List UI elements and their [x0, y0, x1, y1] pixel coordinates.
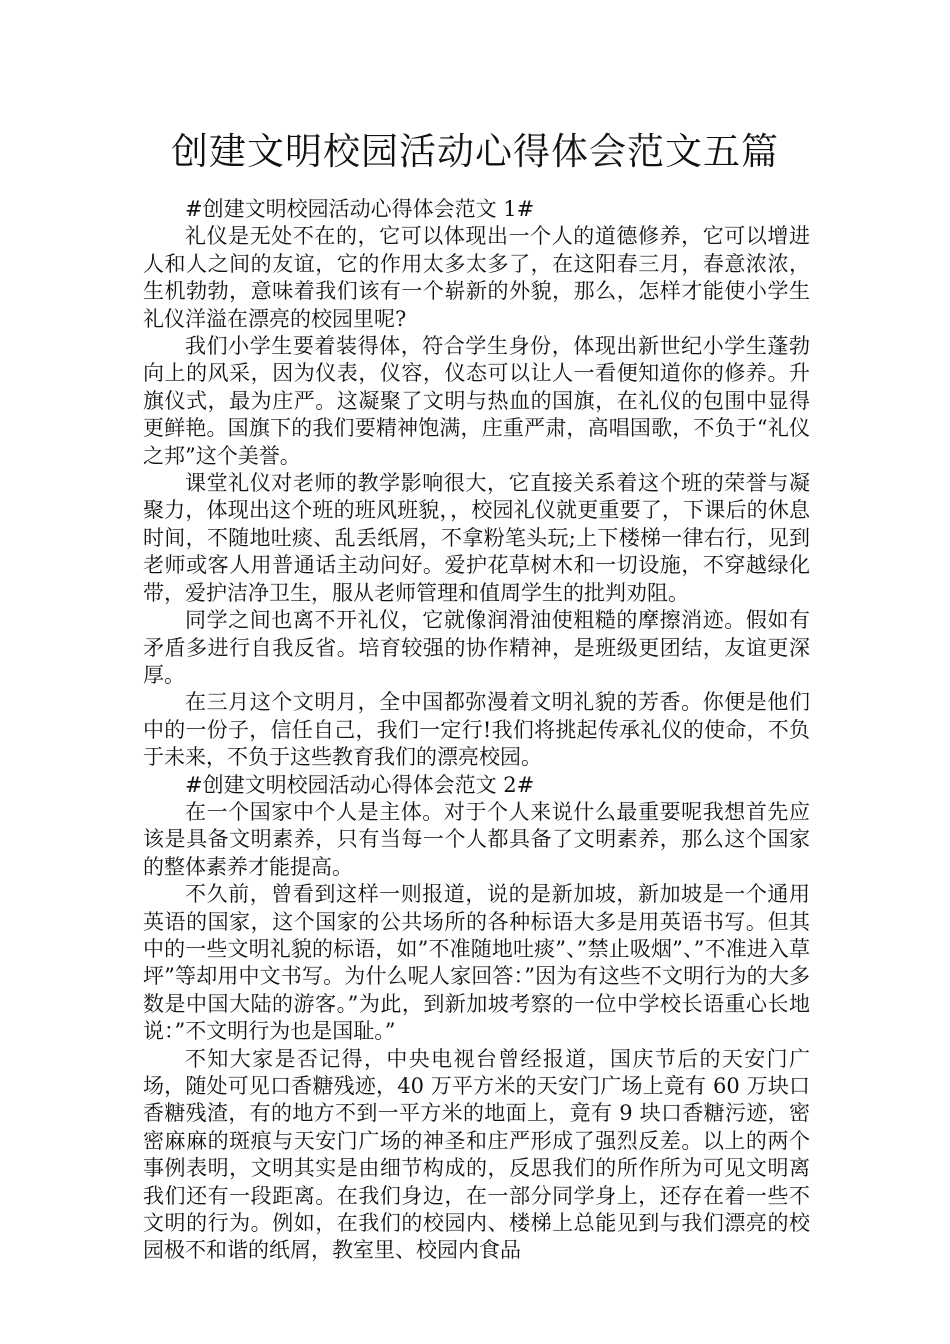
paragraph: 同学之间也离不开礼仪，它就像润滑油使粗糙的摩擦消迹。假如有矛盾多进行自我反省。培育较强的协作精神，是班级更团结，友谊更深厚。 — [143, 608, 810, 687]
paragraph: 不知大家是否记得，中央电视台曾经报道，国庆节后的天安门广场，随处可见口香糖残迹，40 万平方米的天安门广场上竟有 60 万块口香糖残渣，有的地方不到一平方米的地面上，竟有 9 块口香糖污迹，密密麻麻的斑痕与天安门广场的神圣和庄严形成了强烈反差。以上的两个事例表明，文明其实是由细节构成的，反思我们的所作所为可见文明离我们还有一段距离。在我们身边，在一部分同学身上，还存在着一些不文明的行为。例如，在我们的校园内、楼梯上总能见到与我们漂亮的校园极不和谐的纸屑，教室里、校园内食品 — [143, 1046, 810, 1263]
paragraph: 不久前，曾看到这样一则报道，说的是新加坡，新加坡是一个通用英语的国家，这个国家的公共场所的各种标语大多是用英语书写。但其中的一些文明礼貌的标语，如”不准随地吐痰”、”禁止吸烟”、”不准进入草坪”等却用中文书写。为什么呢人家回答：”因为有这些不文明行为的大多数是中国大陆的游客。”为此，到新加坡考察的一位中学校长语重心长地说：”不文明行为也是国耻。” — [143, 882, 810, 1044]
paragraph: 在一个国家中个人是主体。对于个人来说什么最重要呢我想首先应该是具备文明素养，只有当每一个人都具备了文明素养，那么这个国家的整体素养才能提高。 — [143, 799, 810, 879]
section-heading: #创建文明校园活动心得体会范文 2# — [185, 772, 535, 797]
paragraph: 我们小学生要着装得体，符合学生身份，体现出新世纪小学生蓬勃向上的风采，因为仪表，仪容，仪态可以让人一看便知道你的修养。升旗仪式，最为庄严。这凝聚了文明与热血的国旗，在礼仪的包围中显得更鲜艳。国旗下的我们要精神饱满，庄重严肃，高唱国歌，不负于“礼仪之邦”这个美誉。 — [143, 334, 810, 468]
document-body — [143, 196, 810, 1265]
paragraph: 课堂礼仪对老师的教学影响很大，它直接关系着这个班的荣誉与凝聚力，体现出这个班的班风班貌，，校园礼仪就更重要了，下课后的休息时间，不随地吐痰、乱丢纸屑，不拿粉笔头玩;上下楼梯一律右行，见到老师或客人用普通话主动问好。爱护花草树木和一切设施，不穿越绿化带，爱护洁净卫生，服从老师管理和值周学生的批判劝阻。 — [143, 471, 810, 605]
paragraph: 礼仪是无处不在的，它可以体现出一个人的道德修养，它可以增进人和人之间的友谊，它的作用太多太多了，在这阳春三月，春意浓浓，生机勃勃，意味着我们该有一个崭新的外貌，那么，怎样才能使小学生礼仪洋溢在漂亮的校园里呢? — [143, 224, 810, 331]
section-heading: #创建文明校园活动心得体会范文 1# — [185, 197, 535, 221]
paragraph: 在三月这个文明月，全中国都弥漫着文明礼貌的芳香。你便是他们中的一份子，信任自己，我们一定行!我们将挑起传承礼仪的使命，不负于未来，不负于这些教育我们的漂亮校园。 — [143, 690, 810, 770]
document-title: 创建文明校园活动心得体会范文五篇 — [171, 130, 779, 173]
